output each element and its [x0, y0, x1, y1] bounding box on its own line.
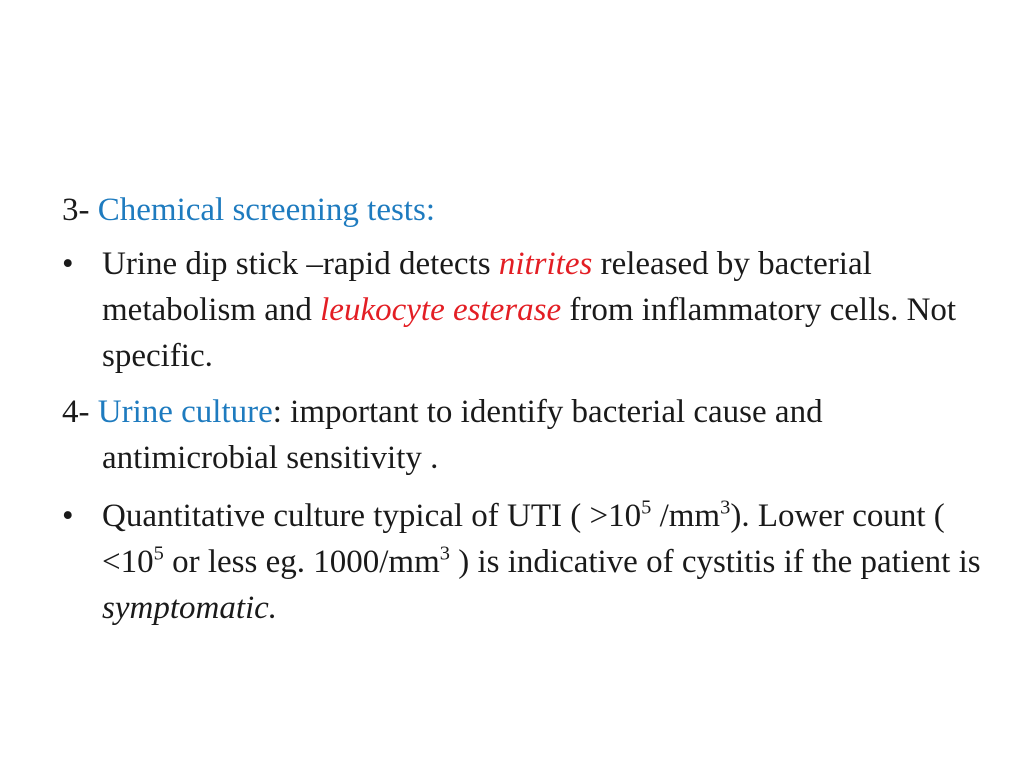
text-segment: : important to identify bacterial cause and antimicrobial sensitivity . — [102, 394, 823, 476]
superscript: 3 — [439, 542, 450, 565]
text-segment: ) is indicative of cystitis if the patient is — [449, 544, 981, 580]
superscript: 5 — [641, 496, 652, 519]
item-chemical-screening — [62, 187, 982, 233]
text-segment: from inflammatory cells. Not specific. — [102, 292, 957, 374]
item-number: 4- — [62, 394, 98, 430]
bullet-marker: • — [62, 246, 74, 282]
term-urine-dip-stick: Urine dip stick — [102, 246, 299, 282]
text-segment: released by bacterial metabolism and — [102, 246, 872, 328]
item-urine-culture — [62, 389, 982, 481]
bullet-urine-dip-stick — [62, 241, 982, 379]
emphasis-symptomatic: symptomatic. — [102, 590, 278, 626]
slide-body — [62, 187, 982, 642]
term-quantitative-culture: Quantitative culture — [102, 498, 365, 534]
bullet-quantitative-culture — [62, 493, 982, 631]
superscript: 5 — [153, 542, 164, 565]
text-segment: typical of UTI ( >10 — [365, 498, 642, 534]
emphasis-nitrites: nitrites — [498, 246, 593, 282]
heading-urine-culture: Urine culture — [97, 394, 273, 430]
superscript: 3 — [720, 496, 731, 519]
emphasis-leukocyte-esterase: leukocyte esterase — [320, 292, 562, 328]
text-segment: /mm — [651, 498, 721, 534]
text-segment: or less eg. 1000/mm — [163, 544, 440, 580]
text-segment: –rapid detects — [298, 246, 499, 282]
text-segment: ). Lower count ( <10 — [102, 498, 945, 580]
item-number: 3- — [62, 192, 98, 228]
bullet-marker: • — [62, 498, 74, 534]
heading-chemical-screening: Chemical screening tests: — [97, 192, 435, 228]
